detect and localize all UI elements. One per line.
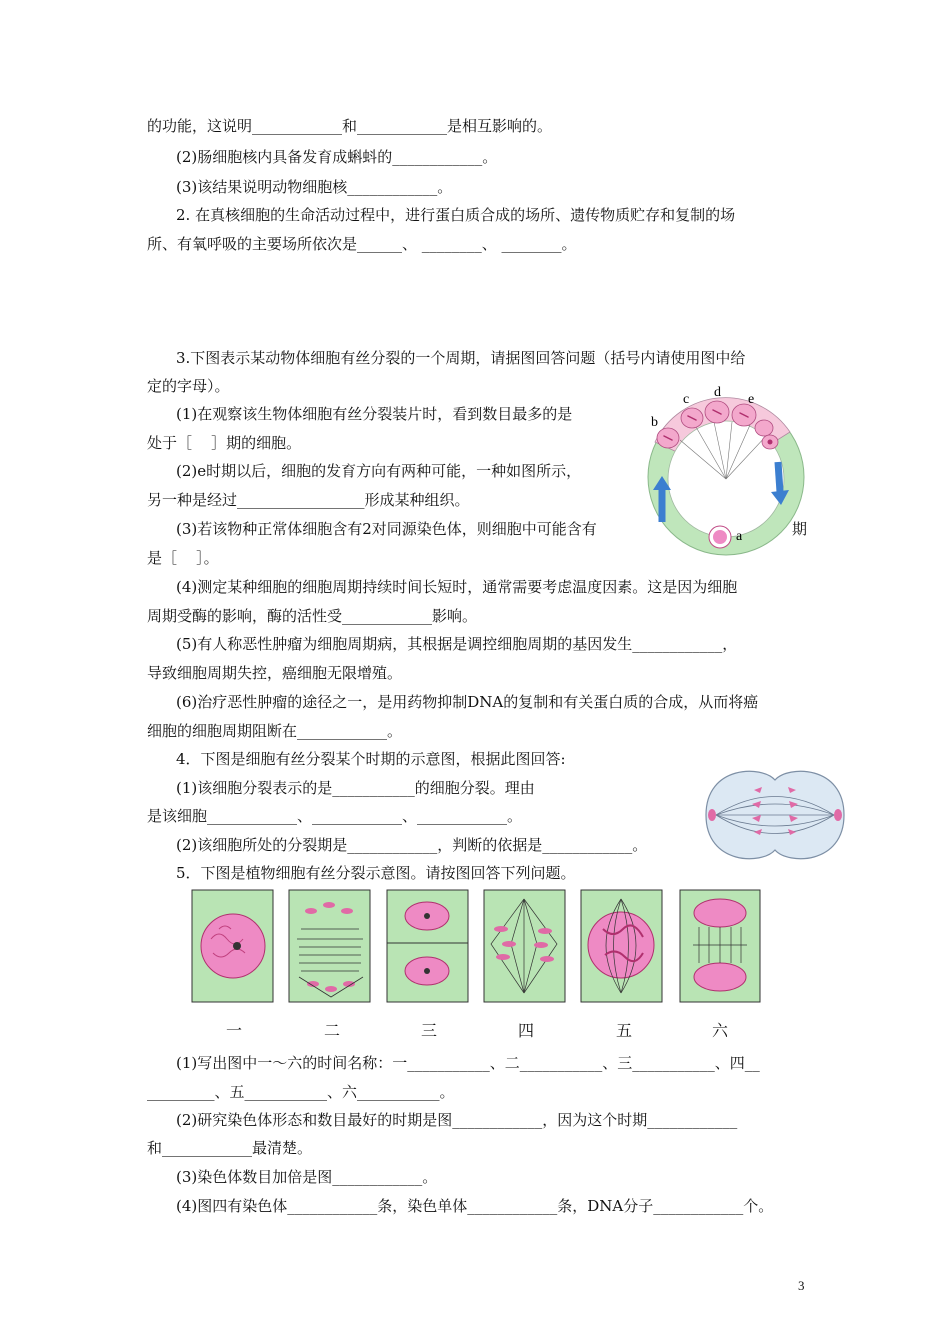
panel-3 (387, 890, 468, 1002)
panel-1 (192, 890, 273, 1002)
text-line-23: (2)该细胞所处的分裂期是____________，判断的依据是____________。 (176, 836, 648, 854)
page-number: 3 (798, 1278, 805, 1293)
text-line-21: (1)该细胞分裂表示的是___________的细胞分裂。理由 (176, 779, 535, 797)
stage-label-3: 三 (420, 1021, 437, 1040)
text-line-28: 和____________最清楚。 (147, 1139, 313, 1157)
cycle-label-a: a (736, 529, 743, 544)
cycle-label-b: b (651, 415, 658, 430)
text-line-24: 5．下图是植物细胞有丝分裂示意图。请按图回答下列问题。 (176, 864, 576, 882)
plant-mitosis-panels (191, 889, 665, 1004)
text-line-1: 的功能，这说明____________和____________是相互影响的。 (147, 117, 553, 135)
panel-6 (679, 889, 761, 1004)
text-line-14: (4)测定某种细胞的细胞周期持续时间长短时，通常需要考虑温度因素。这是因为细胞 (176, 578, 738, 596)
text-line-20: 4．下图是细胞有丝分裂某个时期的示意图，根据此图回答: (176, 750, 566, 768)
text-line-18: (6)治疗恶性肿瘤的途径之一，是用药物抑制DNA的复制和有关蛋白质的合成，从而将癌 (176, 693, 759, 711)
text-line-30: (4)图四有染色体____________条，染色单体____________条，DNA分子____________个。 (176, 1197, 774, 1215)
text-line-9: 处于［ ］期的细胞。 (147, 434, 302, 452)
animal-cell-anaphase (702, 768, 848, 862)
cycle-label-c: c (683, 392, 690, 407)
text-line-15: 周期受酶的影响，酶的活性受____________影响。 (147, 607, 478, 625)
text-line-17: 导致细胞周期失控，癌细胞无限增殖。 (147, 664, 403, 682)
stage-label-1: 一 (225, 1021, 242, 1040)
stage-label-5: 五 (615, 1021, 632, 1040)
text-line-22: 是该细胞____________、____________、____________。 (147, 807, 523, 825)
text-line-27: (2)研究染色体形态和数目最好的时期是图____________，因为这个时期____________ (176, 1111, 738, 1129)
cycle-label-e: e (748, 392, 755, 407)
text-line-4: 2. 在真核细胞的生命活动过程中，进行蛋白质合成的场所、遗传物质贮存和复制的场 (176, 206, 736, 224)
stage-label-6: 六 (711, 1021, 728, 1040)
text-line-7: 定的字母）。 (147, 377, 230, 395)
stage-label-2: 二 (323, 1021, 340, 1040)
text-line-8: (1)在观察该生物体细胞有丝分裂装片时，看到数目最多的是 (176, 405, 573, 423)
text-line-12b: 期 (792, 520, 808, 538)
text-line-11: 另一种是经过_________________形成某种组织。 (147, 491, 470, 509)
panel-5 (581, 890, 662, 1002)
text-line-16: (5)有人称恶性肿瘤为细胞周期病，其根据是调控细胞周期的基因发生____________， (176, 635, 738, 653)
panel-4 (484, 890, 565, 1002)
panel-2 (289, 890, 370, 1002)
text-line-3: (3)该结果说明动物细胞核____________。 (176, 178, 453, 196)
text-line-25: (1)写出图中一～六的时间名称：一___________、二___________、三___________、四__ (176, 1054, 760, 1072)
text-line-10: (2)e时期以后，细胞的发育方向有两种可能，一种如图所示， (176, 462, 582, 480)
cell-cycle-diagram (640, 382, 810, 560)
text-line-2: (2)肠细胞核内具备发育成蝌蚪的____________。 (176, 148, 498, 166)
text-line-13: 是［ ］。 (147, 549, 219, 567)
text-line-6: 3.下图表示某动物体细胞有丝分裂的一个周期，请据图回答问题（括号内请使用图中给 (176, 349, 746, 367)
text-line-5: 所、有氧呼吸的主要场所依次是______、 ________、 ________。 (147, 235, 577, 253)
stage-label-4: 四 (517, 1021, 534, 1040)
text-line-12: (3)若该物种正常体细胞含有2对同源染色体，则细胞中可能含有 (176, 520, 597, 538)
cycle-label-d: d (714, 385, 721, 400)
text-line-26: _________、五___________、六___________。 (147, 1083, 455, 1101)
text-line-29: (3)染色体数目加倍是图____________。 (176, 1168, 438, 1186)
text-line-19: 细胞的细胞周期阻断在____________。 (147, 722, 403, 740)
